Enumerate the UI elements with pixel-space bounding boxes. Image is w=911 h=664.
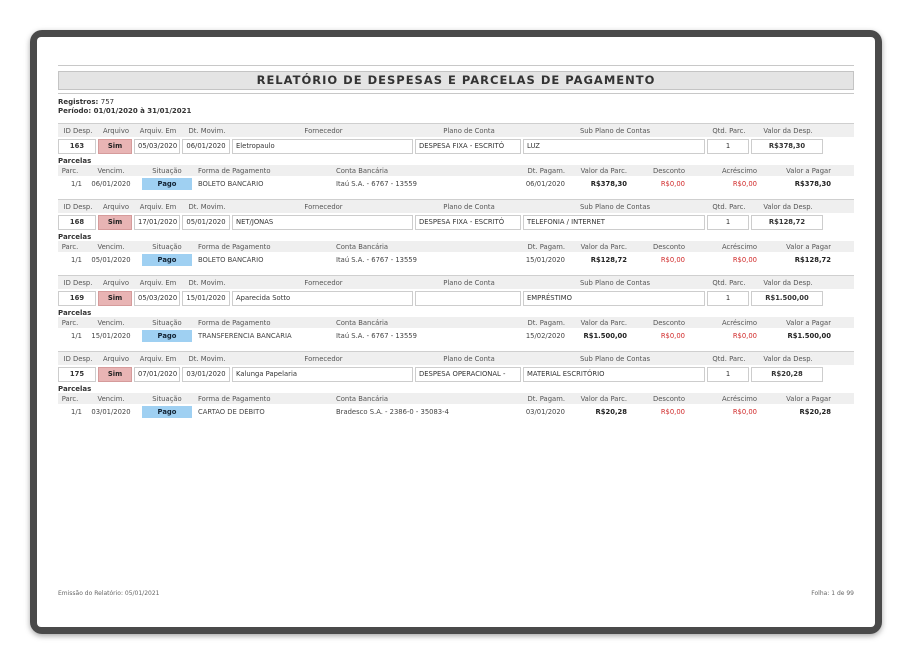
parcela-header-row xyxy=(58,317,854,328)
hdr-arquiv-em: Arquiv. Em xyxy=(139,126,177,135)
vencim-value: 05/01/2020 xyxy=(91,256,131,264)
situacao-cell xyxy=(140,330,194,342)
expense-block xyxy=(58,275,854,344)
id-desp-value: 175 xyxy=(58,367,96,382)
hdr-arquivo: Arquivo xyxy=(102,126,130,135)
hdr-sub-plano: Sub Plano de Contas xyxy=(579,126,651,135)
hdr-conta: Conta Bancária xyxy=(336,394,389,403)
acrescimo-value: R$0,00 xyxy=(732,256,757,264)
hdr-valor-desp: Valor da Desp. xyxy=(763,202,813,211)
hdr-situacao: Situação xyxy=(152,166,182,175)
hdr-conta: Conta Bancária xyxy=(336,242,389,251)
hdr-conta: Conta Bancária xyxy=(336,318,389,327)
parcela-header-row xyxy=(58,393,854,404)
fornecedor-value: Kalunga Papelaria xyxy=(232,367,413,382)
hdr-acrescimo: Acréscimo xyxy=(721,166,757,175)
hdr-fornecedor: Fornecedor xyxy=(304,354,343,363)
arquiv-em-value: 17/01/2020 xyxy=(134,215,180,230)
registros-value: 757 xyxy=(100,98,115,106)
expense-header-row xyxy=(58,275,854,289)
hdr-valor-desp: Valor da Desp. xyxy=(763,278,813,287)
hdr-arquivo: Arquivo xyxy=(102,278,130,287)
hdr-situacao: Situação xyxy=(152,394,182,403)
conta-value: Itaú S.A. - 6767 - 13559 xyxy=(336,332,417,340)
sub-plano-value: EMPRÉSTIMO xyxy=(523,291,705,306)
valor-parc-value: R$1.500,00 xyxy=(583,332,627,340)
parcela-header-row xyxy=(58,165,854,176)
expense-header-row xyxy=(58,199,854,213)
hdr-plano: Plano de Conta xyxy=(443,202,495,211)
hdr-valor-pagar: Valor a Pagar xyxy=(786,394,831,403)
emissao-text: Emissão do Relatório: 05/01/2021 xyxy=(58,590,160,597)
valor-parc-value: R$20,28 xyxy=(595,408,627,416)
hdr-sub-plano: Sub Plano de Contas xyxy=(579,354,651,363)
hdr-qtd-parc: Qtd. Parc. xyxy=(712,278,746,287)
hdr-arquivo: Arquivo xyxy=(102,354,130,363)
vencim-value: 15/01/2020 xyxy=(91,332,131,340)
hdr-acrescimo: Acréscimo xyxy=(721,242,757,251)
parcelas-label: Parcelas xyxy=(58,233,92,241)
plano-value: DESPESA FIXA - ESCRITÓ xyxy=(415,215,521,230)
hdr-id-desp: ID Desp. xyxy=(63,278,93,287)
desconto-value: R$0,00 xyxy=(660,332,685,340)
sub-plano-value: TELEFONIA / INTERNET xyxy=(523,215,705,230)
forma-value: CARTÃO DE DÉBITO xyxy=(198,408,265,416)
id-desp-value: 168 xyxy=(58,215,96,230)
hdr-dt-pagam: Dt. Pagam. xyxy=(527,318,565,327)
expense-value-row xyxy=(58,214,854,230)
valor-desp-value: R$1.500,00 xyxy=(751,291,823,306)
sub-plano-value: LUZ xyxy=(523,139,705,154)
parc-value: 1/1 xyxy=(71,256,82,264)
valor-parc-value: R$378,30 xyxy=(590,180,627,188)
parcela-row xyxy=(58,176,854,192)
pago-status-badge: Pago xyxy=(142,406,192,418)
hdr-desconto: Desconto xyxy=(653,166,685,175)
hdr-parc: Parc. xyxy=(61,318,79,327)
arquiv-em-value: 05/03/2020 xyxy=(134,291,180,306)
qtd-parc-value: 1 xyxy=(707,215,749,230)
hdr-valor-desp: Valor da Desp. xyxy=(763,126,813,135)
parcela-row xyxy=(58,404,854,420)
hdr-valor-parc: Valor da Parc. xyxy=(580,166,627,175)
valor-desp-value: R$20,28 xyxy=(751,367,823,382)
hdr-valor-parc: Valor da Parc. xyxy=(580,242,627,251)
hdr-parc: Parc. xyxy=(61,166,79,175)
hdr-qtd-parc: Qtd. Parc. xyxy=(712,202,746,211)
acrescimo-value: R$0,00 xyxy=(732,180,757,188)
hdr-forma: Forma de Pagamento xyxy=(198,394,271,403)
hdr-forma: Forma de Pagamento xyxy=(198,166,271,175)
plano-value: DESPESA OPERACIONAL - xyxy=(415,367,521,382)
report-footer xyxy=(58,590,854,597)
dt-pagam-value: 03/01/2020 xyxy=(525,408,565,416)
hdr-acrescimo: Acréscimo xyxy=(721,318,757,327)
acrescimo-value: R$0,00 xyxy=(732,332,757,340)
title-divider xyxy=(58,93,854,94)
hdr-dt-movim: Dt. Movim. xyxy=(188,278,226,287)
hdr-dt-pagam: Dt. Pagam. xyxy=(527,394,565,403)
vencim-value: 03/01/2020 xyxy=(91,408,131,416)
arquivo-sim-badge: Sim xyxy=(98,139,132,154)
hdr-vencim: Vencim. xyxy=(97,166,125,175)
hdr-parc: Parc. xyxy=(61,394,79,403)
arquiv-em-value: 07/01/2020 xyxy=(134,367,180,382)
parcelas-label: Parcelas xyxy=(58,309,92,317)
parcela-row xyxy=(58,252,854,268)
valor-pagar-value: R$1.500,00 xyxy=(787,332,831,340)
expense-block xyxy=(58,199,854,268)
acrescimo-value: R$0,00 xyxy=(732,408,757,416)
qtd-parc-value: 1 xyxy=(707,291,749,306)
hdr-acrescimo: Acréscimo xyxy=(721,394,757,403)
document-frame xyxy=(30,30,882,634)
hdr-id-desp: ID Desp. xyxy=(63,126,93,135)
expense-value-row xyxy=(58,290,854,306)
hdr-situacao: Situação xyxy=(152,318,182,327)
expense-block xyxy=(58,351,854,420)
top-divider xyxy=(58,65,854,66)
hdr-fornecedor: Fornecedor xyxy=(304,202,343,211)
qtd-parc-value: 1 xyxy=(707,367,749,382)
report-meta xyxy=(58,98,854,116)
hdr-conta: Conta Bancária xyxy=(336,166,389,175)
parc-value: 1/1 xyxy=(71,332,82,340)
arquivo-sim-badge: Sim xyxy=(98,291,132,306)
plano-value xyxy=(415,291,521,306)
pago-status-badge: Pago xyxy=(142,254,192,266)
registros-label: Registros: xyxy=(58,98,99,106)
hdr-fornecedor: Fornecedor xyxy=(304,278,343,287)
fornecedor-value: Aparecida Sotto xyxy=(232,291,413,306)
dt-movim-value: 06/01/2020 xyxy=(182,139,230,154)
hdr-qtd-parc: Qtd. Parc. xyxy=(712,354,746,363)
hdr-valor-parc: Valor da Parc. xyxy=(580,318,627,327)
hdr-forma: Forma de Pagamento xyxy=(198,242,271,251)
hdr-arquiv-em: Arquiv. Em xyxy=(139,278,177,287)
hdr-valor-pagar: Valor a Pagar xyxy=(786,318,831,327)
dt-pagam-value: 06/01/2020 xyxy=(525,180,565,188)
hdr-dt-pagam: Dt. Pagam. xyxy=(527,242,565,251)
hdr-vencim: Vencim. xyxy=(97,394,125,403)
conta-value: Bradesco S.A. - 2386-0 - 35083-4 xyxy=(336,408,449,416)
pago-status-badge: Pago xyxy=(142,178,192,190)
plano-value: DESPESA FIXA - ESCRITÓ xyxy=(415,139,521,154)
forma-value: TRANSFERÊNCIA BANCÁRIA xyxy=(198,332,292,340)
hdr-vencim: Vencim. xyxy=(97,242,125,251)
hdr-desconto: Desconto xyxy=(653,318,685,327)
situacao-cell xyxy=(140,254,194,266)
hdr-plano: Plano de Conta xyxy=(443,354,495,363)
folha-text: Folha: 1 de 99 xyxy=(811,590,854,597)
report-page xyxy=(37,37,875,627)
hdr-dt-pagam: Dt. Pagam. xyxy=(527,166,565,175)
arquiv-em-value: 05/03/2020 xyxy=(134,139,180,154)
dt-movim-value: 05/01/2020 xyxy=(182,215,230,230)
hdr-arquivo: Arquivo xyxy=(102,202,130,211)
hdr-situacao: Situação xyxy=(152,242,182,251)
hdr-valor-pagar: Valor a Pagar xyxy=(786,166,831,175)
parcela-row xyxy=(58,328,854,344)
hdr-arquiv-em: Arquiv. Em xyxy=(139,202,177,211)
report-title: RELATÓRIO DE DESPESAS E PARCELAS DE PAGAMENTO xyxy=(58,71,854,90)
arquivo-sim-badge: Sim xyxy=(98,367,132,382)
fornecedor-value: NET/JONAS xyxy=(232,215,413,230)
desconto-value: R$0,00 xyxy=(660,180,685,188)
hdr-valor-pagar: Valor a Pagar xyxy=(786,242,831,251)
expense-value-row xyxy=(58,366,854,382)
periodo-value: 01/01/2020 à 31/01/2021 xyxy=(93,107,192,115)
hdr-sub-plano: Sub Plano de Contas xyxy=(579,202,651,211)
valor-pagar-value: R$20,28 xyxy=(799,408,831,416)
parc-value: 1/1 xyxy=(71,408,82,416)
periodo-line xyxy=(58,107,854,116)
parcelas-label: Parcelas xyxy=(58,385,92,393)
vencim-value: 06/01/2020 xyxy=(91,180,131,188)
hdr-desconto: Desconto xyxy=(653,394,685,403)
desconto-value: R$0,00 xyxy=(660,256,685,264)
hdr-qtd-parc: Qtd. Parc. xyxy=(712,126,746,135)
sub-plano-value: MATERIAL ESCRITÓRIO xyxy=(523,367,705,382)
hdr-id-desp: ID Desp. xyxy=(63,202,93,211)
pago-status-badge: Pago xyxy=(142,330,192,342)
hdr-valor-desp: Valor da Desp. xyxy=(763,354,813,363)
situacao-cell xyxy=(140,406,194,418)
valor-desp-value: R$128,72 xyxy=(751,215,823,230)
dt-pagam-value: 15/01/2020 xyxy=(525,256,565,264)
periodo-label: Período: xyxy=(58,107,92,115)
valor-pagar-value: R$378,30 xyxy=(794,180,831,188)
hdr-fornecedor: Fornecedor xyxy=(304,126,343,135)
qtd-parc-value: 1 xyxy=(707,139,749,154)
dt-movim-value: 03/01/2020 xyxy=(182,367,230,382)
forma-value: BOLETO BANCÁRIO xyxy=(198,180,264,188)
hdr-forma: Forma de Pagamento xyxy=(198,318,271,327)
valor-parc-value: R$128,72 xyxy=(590,256,627,264)
valor-pagar-value: R$128,72 xyxy=(794,256,831,264)
expense-value-row xyxy=(58,138,854,154)
conta-value: Itaú S.A. - 6767 - 13559 xyxy=(336,180,417,188)
expense-blocks xyxy=(58,123,854,420)
report-content xyxy=(58,65,854,420)
hdr-parc: Parc. xyxy=(61,242,79,251)
forma-value: BOLETO BANCÁRIO xyxy=(198,256,264,264)
parc-value: 1/1 xyxy=(71,180,82,188)
hdr-plano: Plano de Conta xyxy=(443,126,495,135)
dt-movim-value: 15/01/2020 xyxy=(182,291,230,306)
hdr-dt-movim: Dt. Movim. xyxy=(188,126,226,135)
hdr-sub-plano: Sub Plano de Contas xyxy=(579,278,651,287)
hdr-dt-movim: Dt. Movim. xyxy=(188,354,226,363)
dt-pagam-value: 15/02/2020 xyxy=(525,332,565,340)
id-desp-value: 163 xyxy=(58,139,96,154)
conta-value: Itaú S.A. - 6767 - 13559 xyxy=(336,256,417,264)
expense-block xyxy=(58,123,854,192)
id-desp-value: 169 xyxy=(58,291,96,306)
hdr-arquiv-em: Arquiv. Em xyxy=(139,354,177,363)
hdr-valor-parc: Valor da Parc. xyxy=(580,394,627,403)
hdr-id-desp: ID Desp. xyxy=(63,354,93,363)
arquivo-sim-badge: Sim xyxy=(98,215,132,230)
valor-desp-value: R$378,30 xyxy=(751,139,823,154)
situacao-cell xyxy=(140,178,194,190)
expense-header-row xyxy=(58,123,854,137)
parcelas-label: Parcelas xyxy=(58,157,92,165)
hdr-plano: Plano de Conta xyxy=(443,278,495,287)
expense-header-row xyxy=(58,351,854,365)
parcela-header-row xyxy=(58,241,854,252)
desconto-value: R$0,00 xyxy=(660,408,685,416)
hdr-vencim: Vencim. xyxy=(97,318,125,327)
fornecedor-value: Eletropaulo xyxy=(232,139,413,154)
hdr-dt-movim: Dt. Movim. xyxy=(188,202,226,211)
registros-line xyxy=(58,98,854,107)
hdr-desconto: Desconto xyxy=(653,242,685,251)
